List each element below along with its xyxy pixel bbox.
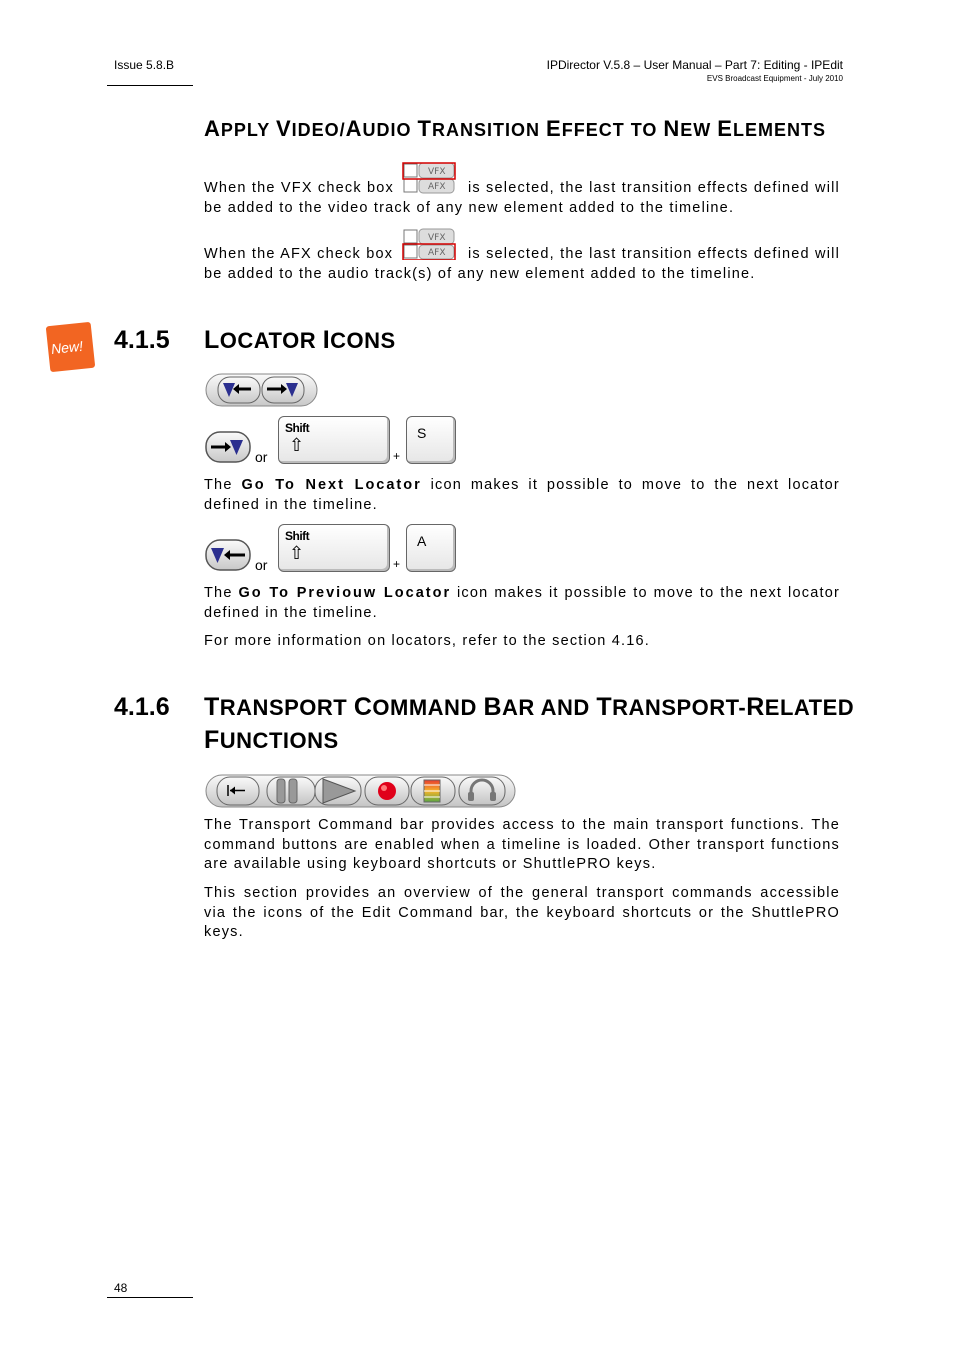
heading-locator-icons: LOCATOR ICONS xyxy=(204,326,396,354)
shift-key-1 xyxy=(278,416,390,464)
or-text-2: or xyxy=(255,557,268,573)
vfx-text: VFX xyxy=(428,233,446,243)
vfx-paragraph: When the VFX check box is selected, the last transition effects defined will be added to the video track of any new element added to the timeline. xyxy=(204,180,840,216)
heading-transport-line1: TRANSPORT COMMAND BAR AND TRANSPORT-RELATED xyxy=(204,693,855,721)
heading-apply-transition: APPLY VIDEO/AUDIO TRANSITION EFFECT TO NEW ELEMENTS xyxy=(204,116,826,141)
section-number-416: 4.1.6 xyxy=(114,693,170,721)
go-to-previous-locator-icon xyxy=(205,539,251,571)
previous-locator-bold: Go To Previouw Locator xyxy=(238,585,452,601)
heading-transport-line2: FUNCTIONS xyxy=(204,726,339,754)
afx-text: AFX xyxy=(428,182,446,192)
afx-checkbox-image xyxy=(402,228,456,260)
multicam-stack-icon xyxy=(411,777,455,805)
header-title: IPDirector V.5.8 – User Manual – Part 7: Editing - IPEdit xyxy=(546,58,843,72)
audio-monitoring-icon xyxy=(459,777,505,805)
or-text-1: or xyxy=(255,449,268,465)
header-subtitle: EVS Broadcast Equipment - July 2010 xyxy=(706,74,843,83)
transport-command-bar xyxy=(205,774,516,808)
locator-icon-bar xyxy=(205,373,318,407)
a-key xyxy=(406,524,456,572)
vfx-checkbox-image xyxy=(402,162,456,194)
play-icon xyxy=(315,777,361,805)
shift-arrow-icon: ⇧ xyxy=(289,543,305,563)
go-to-next-locator-icon xyxy=(205,431,251,463)
header-issue: Issue 5.8.B xyxy=(114,58,175,72)
page-number: 48 xyxy=(114,1281,128,1295)
new-badge xyxy=(46,322,96,372)
go-to-previous-locator-icon xyxy=(218,377,260,403)
s-key-label: S xyxy=(417,425,427,441)
previous-locator-paragraph: The Go To Previouw Locator icon makes it possible to move to the next locator defined in the timeline. xyxy=(204,585,840,621)
record-icon xyxy=(365,777,409,805)
go-to-start-icon xyxy=(217,777,259,805)
shift-key-2 xyxy=(278,524,390,572)
next-locator-bold: Go To Next Locator xyxy=(241,477,422,493)
vfx-text: VFX xyxy=(428,167,446,177)
a-key-label: A xyxy=(417,533,427,549)
footer-rule xyxy=(107,1297,193,1298)
transport-paragraph-1: The Transport Command bar provides access to the main transport functions. The command buttons are enabled when a timeline is loaded. Other transport functions are available using keyboard shortcuts or ShuttlePRO keys. xyxy=(204,817,840,872)
section-number-415: 4.1.5 xyxy=(114,326,170,354)
more-info-paragraph: For more information on locators, refer to the section 4.16. xyxy=(204,633,650,649)
plus-text-2: + xyxy=(393,557,401,571)
go-to-next-locator-icon xyxy=(262,377,304,403)
afx-paragraph: When the AFX check box is selected, the last transition effects defined will be added to the audio track(s) of any new element added to the timeline. xyxy=(204,246,840,282)
shift-arrow-icon: ⇧ xyxy=(289,435,305,455)
header-rule xyxy=(107,85,193,86)
pause-icon xyxy=(267,777,315,805)
afx-text: AFX xyxy=(428,248,446,258)
shift-key-label: Shift xyxy=(285,529,310,543)
next-locator-paragraph: The Go To Next Locator icon makes it possible to move to the next locator defined in the timeline. xyxy=(204,477,840,513)
transport-paragraph-2: This section provides an overview of the general transport commands accessible via the icons of the Edit Command bar, the keyboard shortcuts or the ShuttlePRO keys. xyxy=(204,885,840,940)
new-badge-text: New! xyxy=(50,337,84,357)
s-key xyxy=(406,416,456,464)
shift-key-label: Shift xyxy=(285,421,310,435)
plus-text-1: + xyxy=(393,449,401,463)
